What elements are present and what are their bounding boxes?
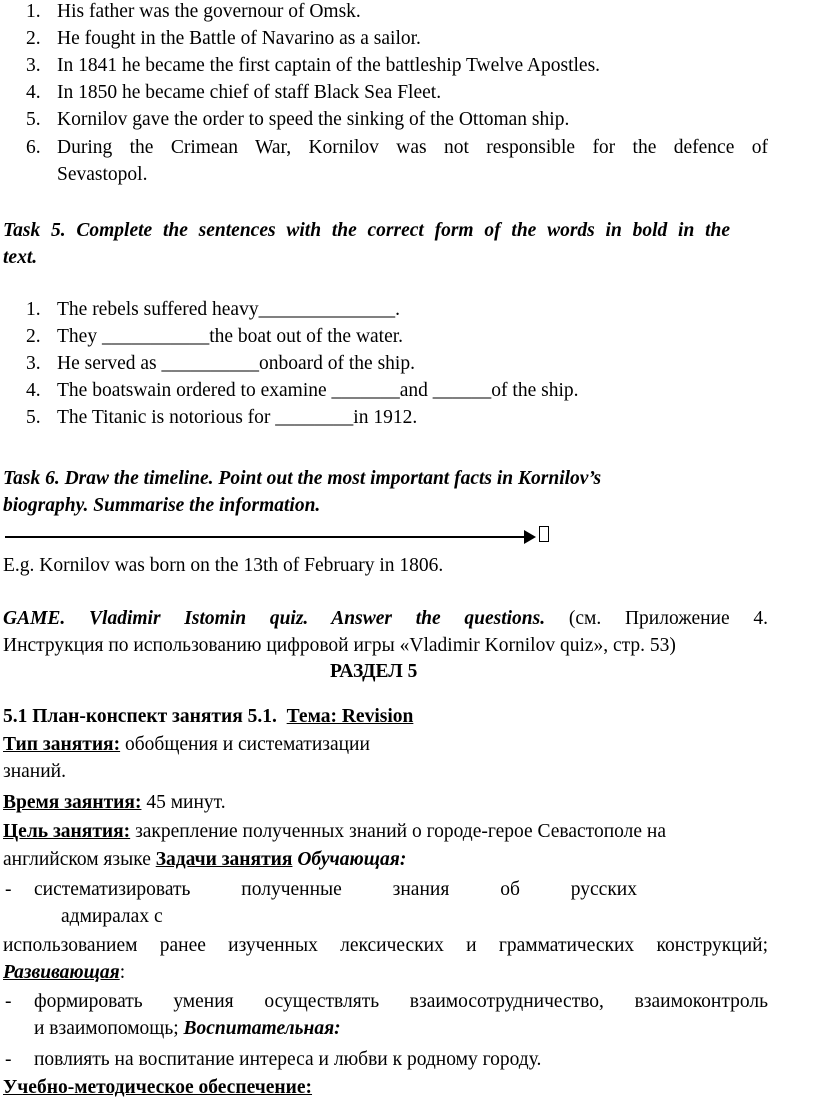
list-item: In 1850 he became chief of staff Black Sea Fleet. — [57, 82, 442, 103]
list-number: 4. — [26, 380, 41, 401]
list-number: 6. — [26, 137, 41, 158]
bullet1-line3: использованием ранее изученных лексических и грамматических конструкций; — [3, 935, 768, 956]
list-number: 1. — [26, 1, 41, 22]
bullet1-word: систематизировать — [34, 879, 191, 900]
task6-heading: Task 6. Draw the timeline. Point out the most important facts in Kornilov’s — [3, 468, 602, 489]
lesson-goal-label: Цель занятия: — [3, 821, 131, 842]
bullet-dash: - — [5, 1049, 12, 1070]
developing-colon: : — [119, 962, 126, 983]
list-number: 1. — [26, 299, 41, 320]
bullet2-line2 — [34, 1016, 341, 1042]
lesson-time — [3, 790, 226, 816]
bullet1-word: об — [500, 879, 520, 900]
bullet3: повлиять на воспитание интереса и любви к родному городу. — [34, 1049, 542, 1070]
lesson-type — [3, 732, 370, 758]
lesson-goal-value: закрепление полученных знаний о городе-герое Севастополе на — [130, 821, 666, 842]
educating-label: Воспитательная: — [183, 1018, 341, 1039]
bullet1-word: русских — [570, 879, 637, 900]
list-number: 4. — [26, 82, 41, 103]
list-item: Kornilov gave the order to speed the sinking of the Ottoman ship. — [57, 109, 570, 130]
lesson-time-label: Время заянтия: — [3, 792, 142, 813]
goal-line2-prefix: английском языке — [3, 849, 156, 870]
teaching-label: Обучающая: — [297, 849, 407, 870]
bullet-dash: - — [5, 879, 12, 900]
task5-heading-cont: text. — [3, 247, 38, 268]
resources-label: Учебно-методическое обеспечение: — [3, 1077, 313, 1098]
timeline-line — [5, 536, 533, 538]
example-sentence: E.g. Kornilov was born on the 13th of February in 1806. — [3, 555, 444, 576]
lesson-goal — [3, 819, 666, 845]
list-number: 5. — [26, 407, 41, 428]
game-line-2: Инструкция по использованию цифровой игры «Vladimir Kornilov quiz», стр. 53) — [3, 635, 676, 656]
arrow-head-icon — [524, 530, 536, 544]
game-title: GAME. Vladimir Istomin quiz. Answer the questions. — [3, 608, 546, 629]
plan-topic: Тема: Revision — [286, 706, 414, 727]
plan-heading-prefix: 5.1 План-конспект занятия 5.1. — [3, 706, 277, 727]
placeholder-box-icon — [539, 526, 549, 542]
bullet-dash: - — [5, 991, 12, 1012]
lesson-time-value: 45 минут. — [141, 792, 226, 813]
bullet2-line1: формировать умения осуществлять взаимосотрудничество, взаимоконтроль — [34, 991, 768, 1012]
list-item: During the Crimean War, Kornilov was not responsible for the defence of — [57, 137, 768, 158]
bullet1-word: знания — [392, 879, 450, 900]
list-number: 2. — [26, 326, 41, 347]
game-ref: (см. Приложение 4. — [568, 608, 768, 629]
list-number: 2. — [26, 28, 41, 49]
section-title: РАЗДЕЛ 5 — [330, 661, 418, 682]
list-number: 5. — [26, 109, 41, 130]
task6-heading-cont: biography. Summarise the information. — [3, 495, 321, 516]
list-number: 3. — [26, 353, 41, 374]
game-line-1 — [3, 606, 768, 632]
plan-heading — [3, 704, 413, 730]
bullet1-line1 — [34, 877, 637, 903]
list-item: In 1841 he became the first captain of the battleship Twelve Apostles. — [57, 55, 601, 76]
task5-heading: Task 5. Complete the sentences with the correct form of the words in bold in the — [3, 220, 730, 241]
developing — [3, 960, 125, 986]
list-item: The boatswain ordered to examine _______and ______of the ship. — [57, 380, 579, 401]
list-item: They ___________the boat out of the water. — [57, 326, 404, 347]
lesson-type-value: обобщения и систематизации — [120, 734, 370, 755]
list-item: He served as __________onboard of the ship. — [57, 353, 415, 374]
developing-label: Развивающая — [3, 962, 120, 983]
bullet1-line2: адмиралах с — [61, 906, 163, 927]
list-item: He fought in the Battle of Navarino as a sailor. — [57, 28, 421, 49]
bullet1-word: полученные — [241, 879, 342, 900]
list-number: 3. — [26, 55, 41, 76]
bullet2-prefix: и взаимопомощь; — [34, 1018, 184, 1039]
lesson-goal-cont — [3, 847, 406, 873]
tasks-label: Задачи занятия — [155, 849, 293, 870]
list-item: The Titanic is notorious for ________in 1912. — [57, 407, 418, 428]
lesson-type-cont: знаний. — [3, 761, 66, 782]
list-item: His father was the governour of Omsk. — [57, 1, 361, 22]
list-item-continuation: Sevastopol. — [57, 164, 148, 185]
lesson-type-label: Тип занятия: — [3, 734, 121, 755]
list-item: The rebels suffered heavy______________. — [57, 299, 400, 320]
